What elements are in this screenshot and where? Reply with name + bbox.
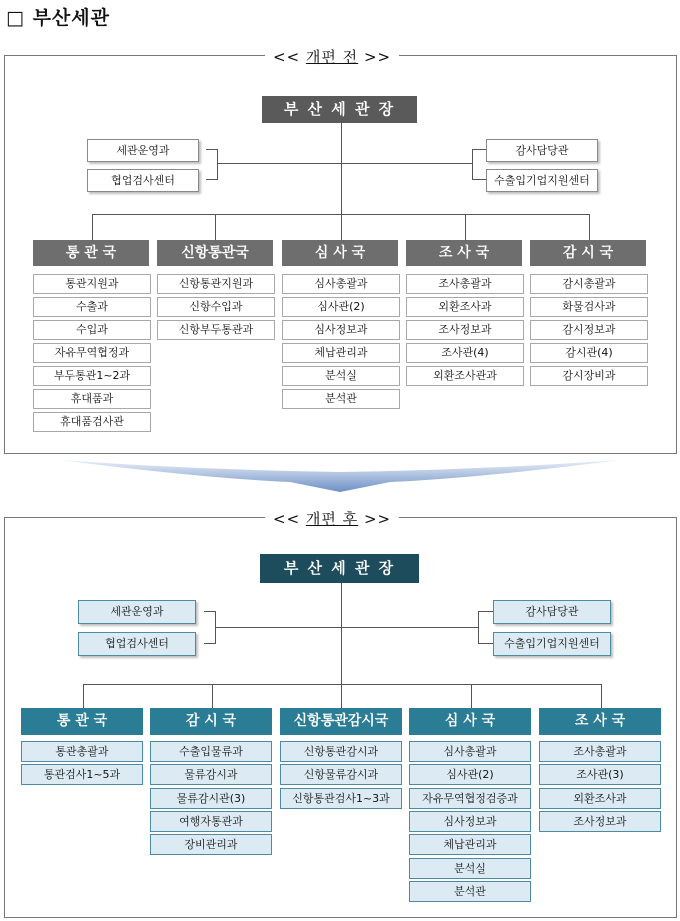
division-box: 조사총괄과 (406, 274, 524, 294)
bureau-header: 조 사 국 (406, 240, 522, 266)
side-office-audit: 감사담당관 (486, 139, 598, 162)
bureau-header: 심 사 국 (409, 708, 531, 735)
division-box: 심사정보과 (409, 811, 531, 832)
side-office-export-import-support: 수출입기업지원센터 (493, 632, 611, 656)
division-box: 통관검사1~5과 (21, 764, 143, 785)
division-box: 수입과 (33, 320, 151, 340)
division-box: 분석실 (282, 366, 400, 386)
division-box: 수출입물류과 (150, 741, 272, 762)
division-box: 자유무역협정검증과 (409, 788, 531, 809)
before-reorg-chart (4, 48, 677, 454)
division-box: 자유무역협정과 (33, 343, 151, 363)
division-box: 조사관(4) (406, 343, 524, 363)
after-reorg-chart (4, 510, 677, 918)
division-box: 외환조사과 (406, 297, 524, 317)
division-box: 수출과 (33, 297, 151, 317)
division-box: 신항부두통관과 (157, 320, 275, 340)
bureau-header: 감 시 국 (530, 240, 646, 266)
division-box: 조사관(3) (539, 764, 661, 785)
division-box: 휴대품과 (33, 389, 151, 409)
division-box: 심사관(2) (409, 764, 531, 785)
bureau-header: 신항통관감시국 (280, 708, 402, 735)
division-box: 심사관(2) (282, 297, 400, 317)
division-box: 외환조사관과 (406, 366, 524, 386)
customs-commissioner-box: 부 산 세 관 장 (262, 96, 417, 123)
bureau-header: 조 사 국 (539, 708, 661, 735)
division-box: 신항통관감시과 (280, 741, 402, 762)
division-box: 체납관리과 (282, 343, 400, 363)
side-office-export-import-support: 수출입기업지원센터 (486, 169, 598, 192)
bureau-header: 통 관 국 (21, 708, 143, 735)
division-box: 장비관리과 (150, 834, 272, 855)
bureau-header: 심 사 국 (282, 240, 398, 266)
before-label: << 개편 전 >> (265, 46, 399, 67)
division-box: 신항통관검사1~3과 (280, 788, 402, 809)
division-box: 외환조사과 (539, 788, 661, 809)
division-box: 통관총괄과 (21, 741, 143, 762)
division-box: 분석실 (409, 858, 531, 879)
page-title: □ 부산세관 (6, 7, 110, 29)
division-box: 심사총괄과 (282, 274, 400, 294)
division-box: 부두통관1~2과 (33, 366, 151, 386)
division-box: 체납관리과 (409, 834, 531, 855)
division-box: 물류감시과 (150, 764, 272, 785)
side-office-joint-inspection: 협업검사센터 (78, 632, 196, 656)
division-box: 감시관(4) (530, 343, 648, 363)
bureau-header: 통 관 국 (33, 240, 149, 266)
bureau-header: 감 시 국 (150, 708, 272, 735)
division-box: 신항물류감시과 (280, 764, 402, 785)
division-box: 여행자통관과 (150, 811, 272, 832)
customs-commissioner-box: 부 산 세 관 장 (260, 554, 419, 583)
division-box: 분석관 (409, 881, 531, 902)
division-box: 조사총괄과 (539, 741, 661, 762)
division-box: 감시정보과 (530, 320, 648, 340)
division-box: 감시장비과 (530, 366, 648, 386)
division-box: 조사정보과 (406, 320, 524, 340)
bureau-header: 신항통관국 (157, 240, 273, 266)
side-office-audit: 감사담당관 (493, 600, 611, 624)
side-office-operations: 세관운영과 (87, 139, 199, 162)
division-box: 신항통관지원과 (157, 274, 275, 294)
division-box: 신항수입과 (157, 297, 275, 317)
after-label: << 개편 후 >> (265, 508, 399, 529)
division-box: 분석관 (282, 389, 400, 409)
transition-arrow-icon (60, 456, 620, 494)
division-box: 심사총괄과 (409, 741, 531, 762)
division-box: 조사정보과 (539, 811, 661, 832)
division-box: 물류감시관(3) (150, 788, 272, 809)
division-box: 감시총괄과 (530, 274, 648, 294)
side-office-operations: 세관운영과 (78, 600, 196, 624)
division-box: 심사정보과 (282, 320, 400, 340)
division-box: 화물검사과 (530, 297, 648, 317)
side-office-joint-inspection: 협업검사센터 (87, 169, 199, 192)
division-box: 통관지원과 (33, 274, 151, 294)
division-box: 휴대품검사관 (33, 412, 151, 432)
